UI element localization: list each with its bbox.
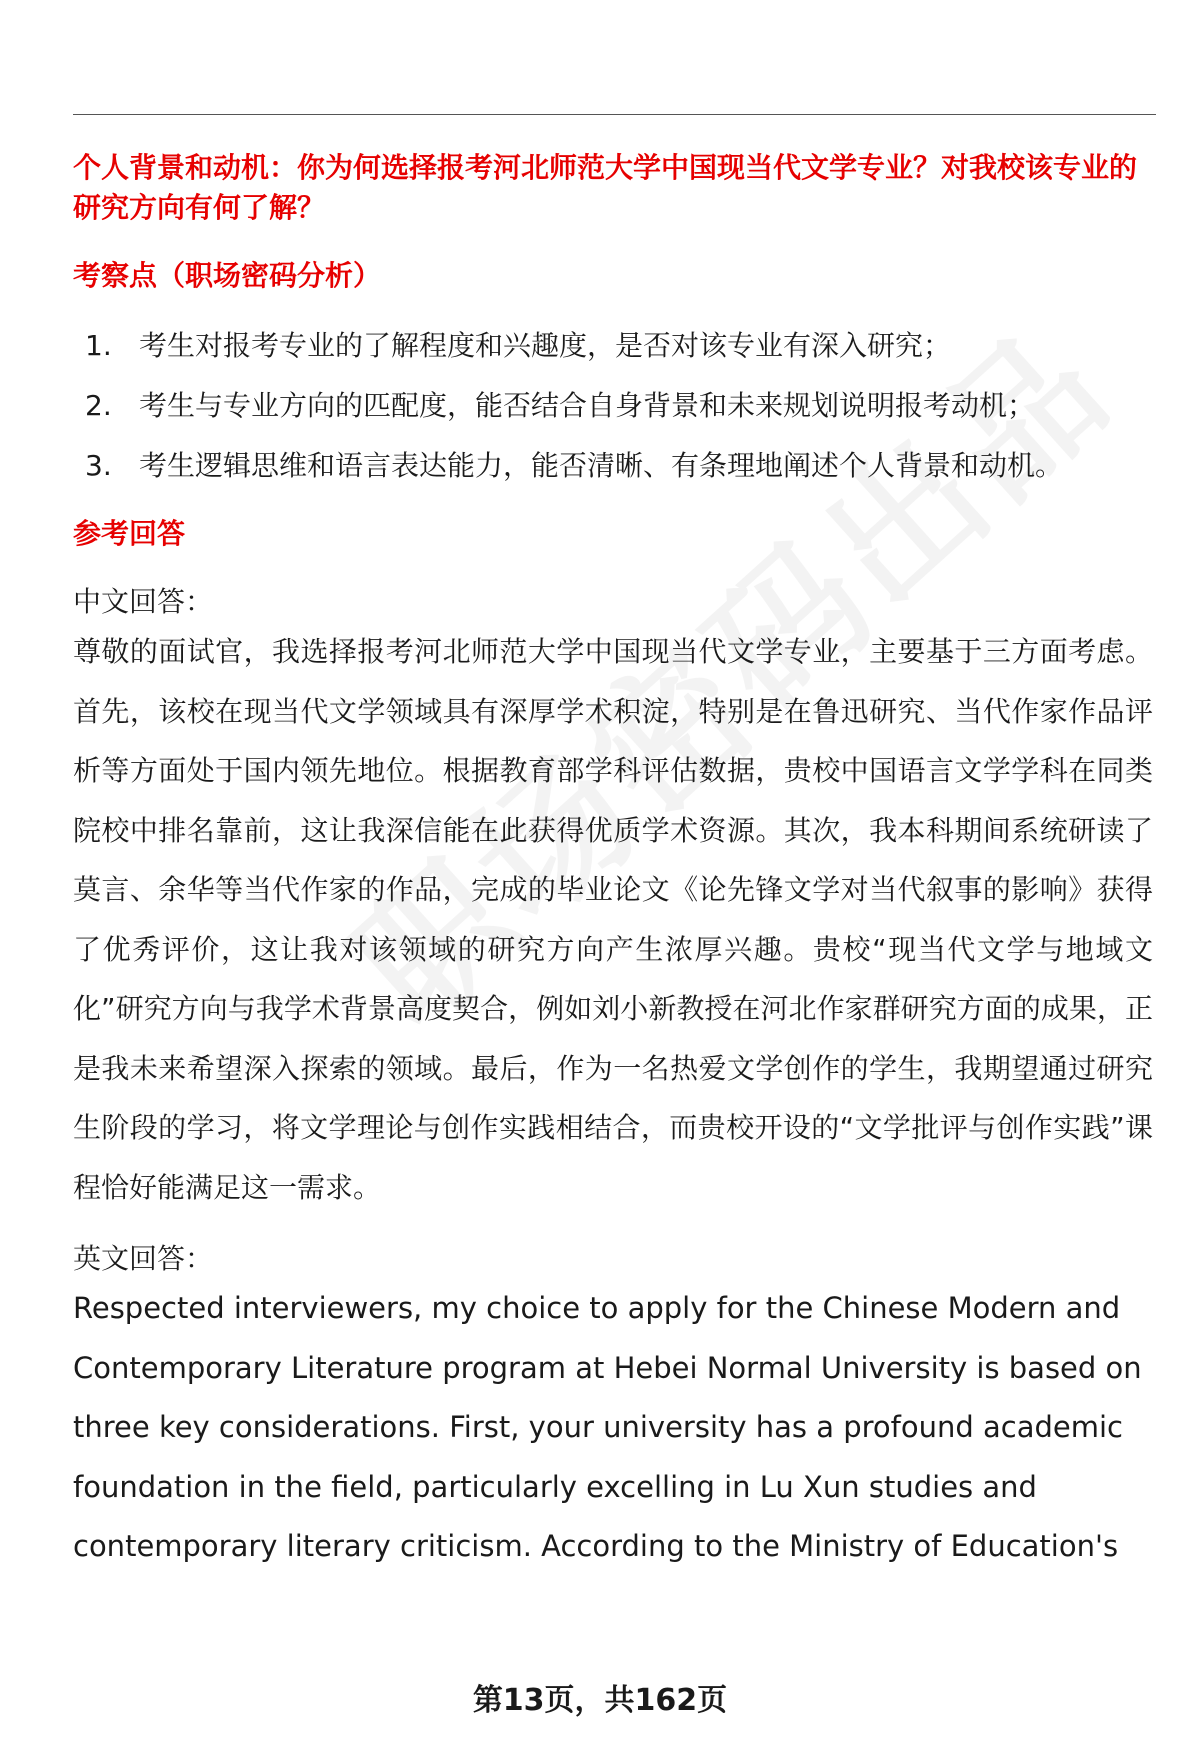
exam-points-list — [73, 326, 1153, 486]
list-item-text: 考生逻辑思维和语言表达能力，能否清晰、有条理地阐述个人背景和动机。 — [139, 449, 1064, 482]
list-item-number: 1. — [85, 329, 112, 362]
list-item-number: 2. — [85, 389, 112, 422]
list-item — [73, 386, 1153, 426]
english-answer-label: 英文回答： — [73, 1242, 214, 1275]
page-number-footer: 第13页，共162页 — [472, 1683, 728, 1718]
list-item — [73, 326, 1153, 366]
list-item — [73, 446, 1153, 486]
exam-points-title: 考察点（职场密码分析） — [73, 259, 382, 292]
page-content — [73, 140, 1153, 1577]
list-item-number: 3. — [85, 449, 112, 482]
reference-answer-title: 参考回答 — [73, 517, 186, 550]
chinese-answer-label: 中文回答： — [73, 585, 214, 618]
chinese-answer-text: 尊敬的面试官，我选择报考河北师范大学中国现当代文学专业，主要基于三方面考虑。首先，该校在现当代文学领域具有深厚学术积淀，特别是在鲁迅研究、当代作家作品评析等方面处于国内领先地位。根据教育部学科评估数据，贵校中国语言文学学科在同类院校中排名靠前，这让我深信能在此获得优质学术资源。其次，我本科期间系统研读了莫言、余华等当代作家的作品，完成的毕业论文《论先锋文学对当代叙事的影响》获得了优秀评价，这让我对该领域的研究方向产生浓厚兴趣。贵校“现当代文学与地域文化”研究方向与我学术背景高度契合，例如刘小新教授在河北作家群研究方面的成果，正是我未来希望深入探索的领域。最后，作为一名热爱文学创作的学生，我期望通过研究生阶段的学习，将文学理论与创作实践相结合，而贵校开设的“文学批评与创作实践”课程恰好能满足这一需求。 — [73, 635, 1153, 1204]
list-item-text: 考生与专业方向的匹配度，能否结合自身背景和未来规划说明报考动机； — [139, 389, 1036, 422]
header-rule — [73, 114, 1156, 115]
question-heading: 个人背景和动机：你为何选择报考河北师范大学中国现当代文学专业？对我校该专业的研究方向有何了解？ — [73, 151, 1138, 224]
list-item-text: 考生对报考专业的了解程度和兴趣度，是否对该专业有深入研究； — [139, 329, 952, 362]
english-answer-text: Respected interviewers, my choice to apply for the Chinese Modern and Contemporary Literature program at Hebei Normal University is based on three key considerations. First, your university has a profound academic foundation in the field, particularly excelling in Lu Xun studies and contemporary literary criticism. According to the Ministry of Education's — [73, 1291, 1142, 1563]
